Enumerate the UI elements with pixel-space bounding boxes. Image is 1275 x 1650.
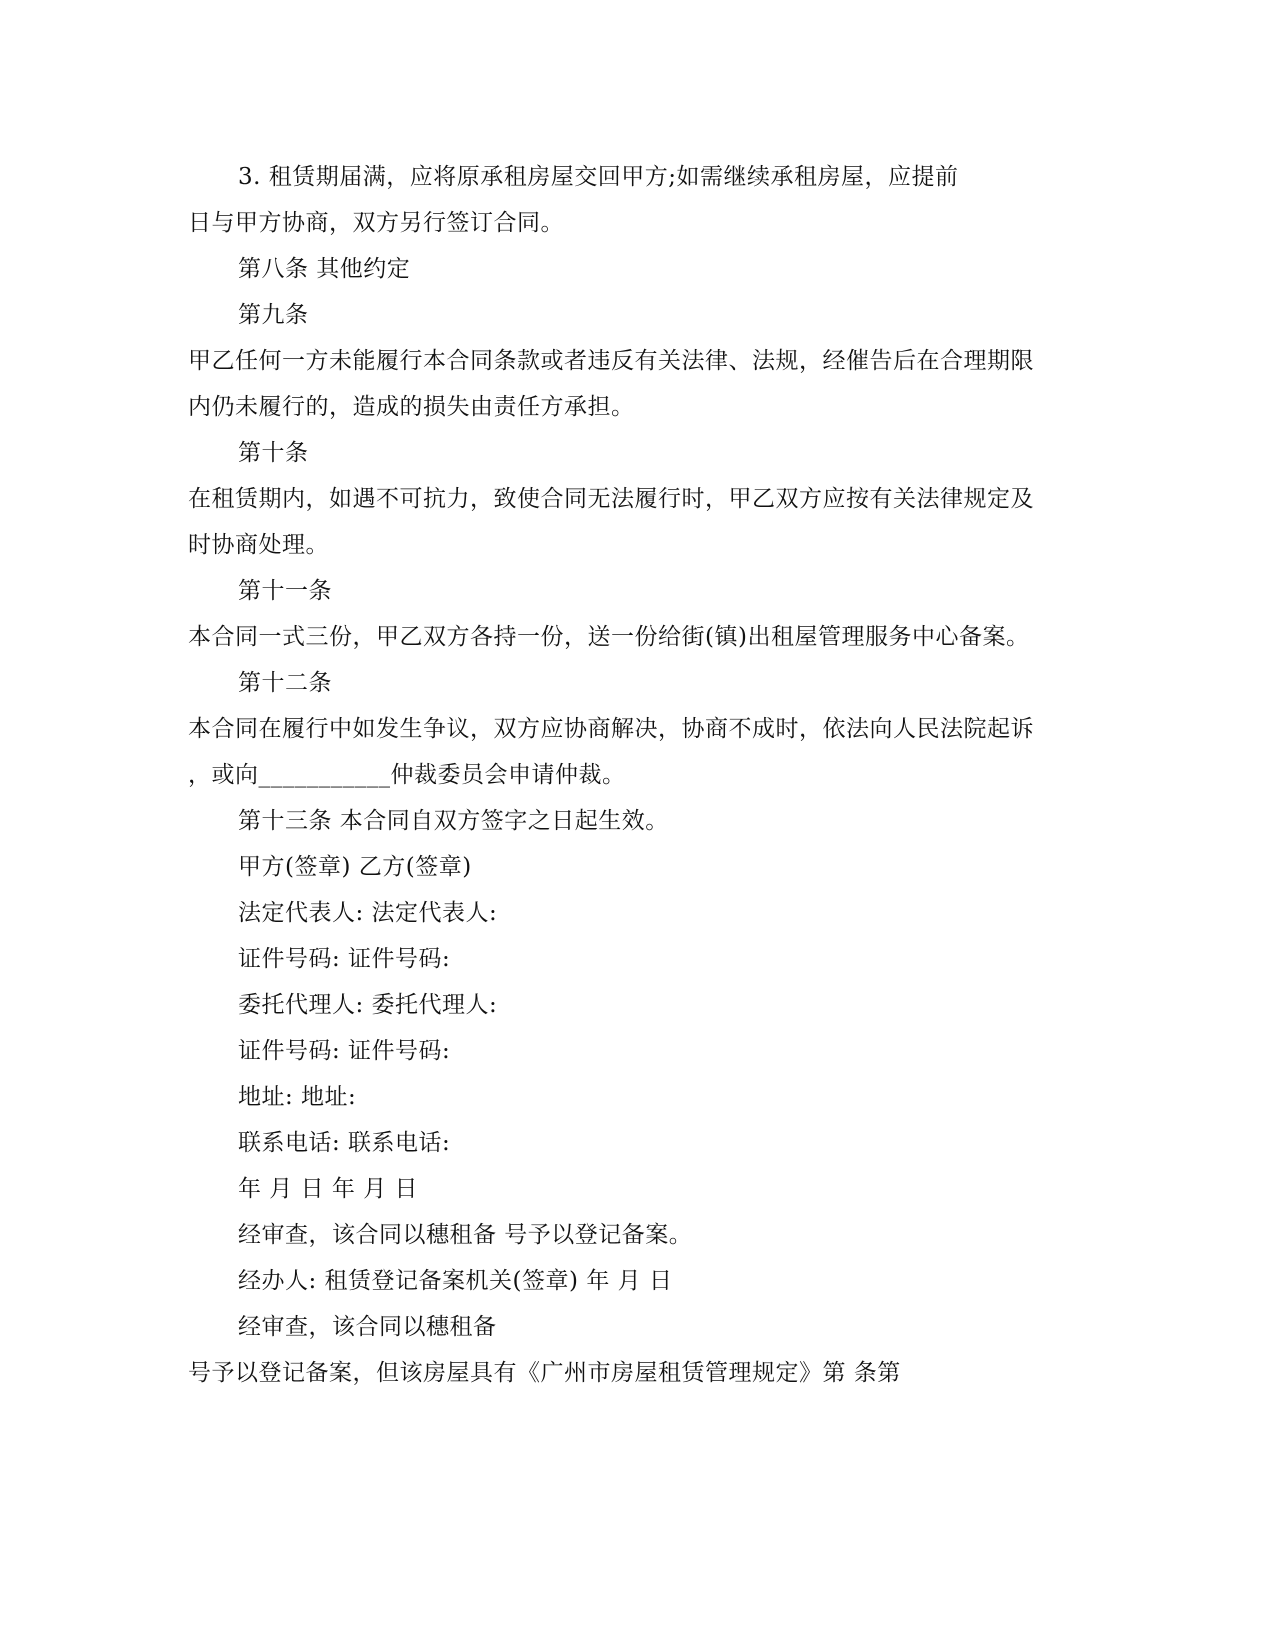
clause-13-text: 第十三条 本合同自双方签字之日起生效。 (238, 808, 669, 834)
agent-fields: 委托代理人: 委托代理人: (238, 992, 498, 1018)
review-note-1: 经审查，该合同以穗租备 号予以登记备案。 (238, 1222, 693, 1248)
clause-11-text: 本合同一式三份，甲乙双方各持一份，送一份给街(镇)出租屋管理服务中心备案。 (188, 624, 1030, 650)
clause-10-text-line-2: 时协商处理。 (188, 532, 329, 558)
clause-7-item-3-line-1: 3. 租赁期届满，应将原承租房屋交回甲方;如需继续承租房屋，应提前 (238, 164, 959, 190)
review-note-2-line-2: 号予以登记备案，但该房屋具有《广州市房屋租赁管理规定》第 条第 (188, 1360, 901, 1386)
clause-9-text-line-2: 内仍未履行的，造成的损失由责任方承担。 (188, 394, 635, 420)
clause-12-heading: 第十二条 (238, 670, 332, 696)
date-fields: 年 月 日 年 月 日 (238, 1176, 419, 1202)
clause-10-text-line-1: 在租赁期内，如遇不可抗力，致使合同无法履行时，甲乙双方应按有关法律规定及 (188, 486, 1034, 512)
review-note-2-line-1: 经审查，该合同以穗租备 (238, 1314, 497, 1340)
clause-9-text-line-1: 甲乙任何一方未能履行本合同条款或者违反有关法律、法规，经催告后在合理期限 (188, 348, 1034, 374)
clause-11-heading: 第十一条 (238, 578, 332, 604)
clause-10-heading: 第十条 (238, 440, 309, 466)
address-fields: 地址: 地址: (238, 1084, 357, 1110)
clause-7-item-3-line-2: 日与甲方协商，双方另行签订合同。 (188, 210, 564, 236)
id-number-fields-1: 证件号码: 证件号码: (238, 946, 451, 972)
clause-9-heading: 第九条 (238, 302, 309, 328)
clause-8-heading: 第八条 其他约定 (238, 256, 411, 282)
legal-representative-fields: 法定代表人: 法定代表人: (238, 900, 498, 926)
phone-fields: 联系电话: 联系电话: (238, 1130, 451, 1156)
signature-parties: 甲方(签章) 乙方(签章) (238, 854, 472, 880)
clause-12-text-line-2: ，或向___________仲裁委员会申请仲裁。 (188, 762, 626, 788)
handler-registration-line: 经办人: 租赁登记备案机关(签章) 年 月 日 (238, 1268, 673, 1294)
clause-12-text-line-1: 本合同在履行中如发生争议，双方应协商解决，协商不成时，依法向人民法院起诉 (188, 716, 1034, 742)
id-number-fields-2: 证件号码: 证件号码: (238, 1038, 451, 1064)
